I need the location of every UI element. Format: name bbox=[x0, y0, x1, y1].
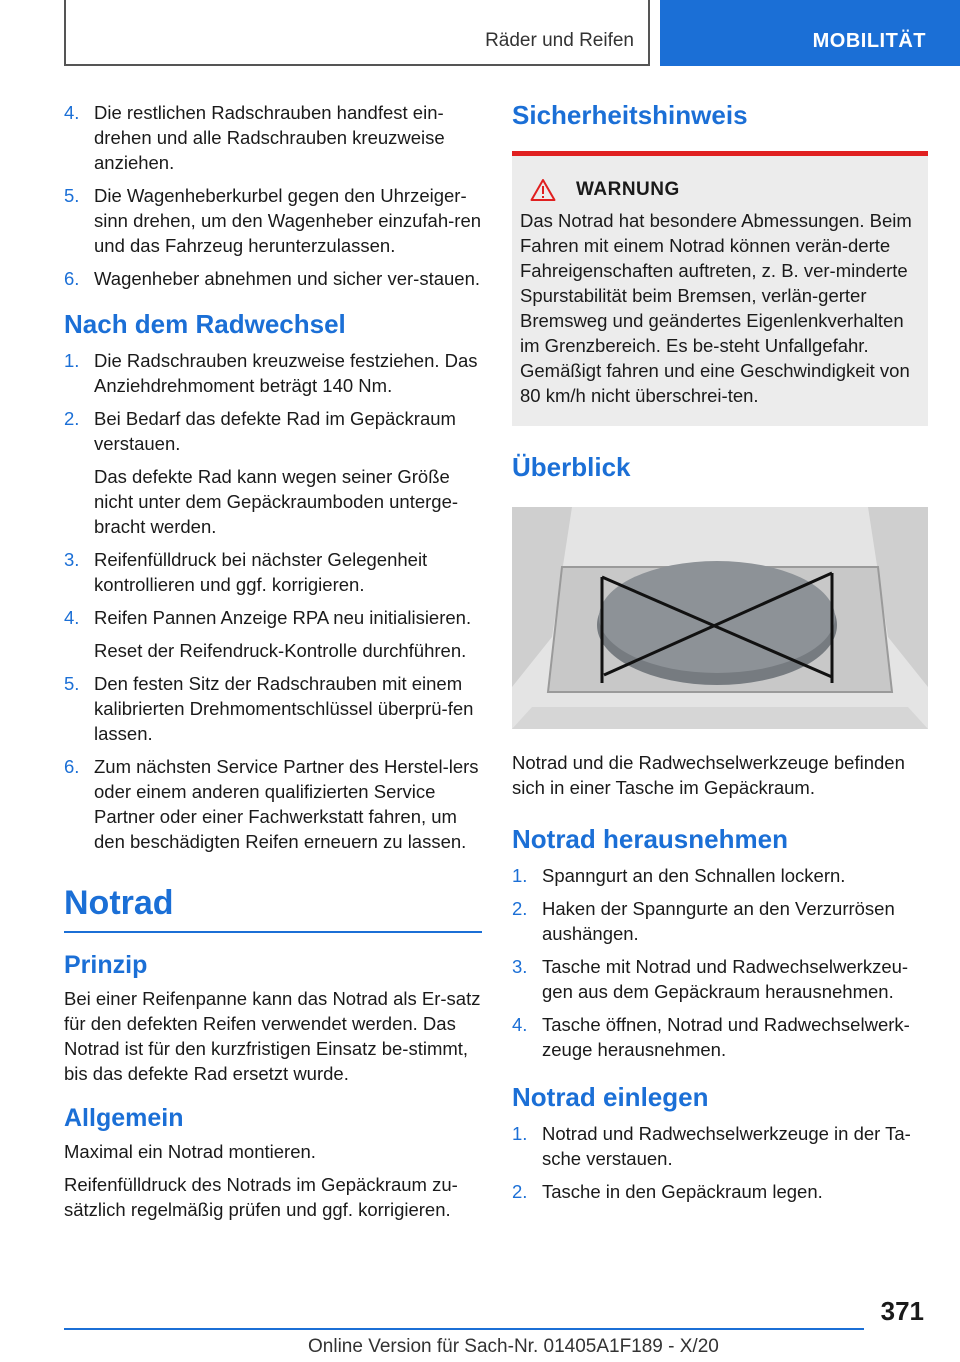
heading-sicherheitshinweis: Sicherheitshinweis bbox=[512, 100, 748, 130]
right-column bbox=[512, 100, 928, 1212]
list-item: 2. Bei Bedarf das defekte Rad im Gepäckraum verstauen. bbox=[64, 408, 456, 454]
list-item: 1. Die Radschrauben kreuzweise festziehen. Das Anziehdrehmoment beträgt 140 Nm. bbox=[64, 350, 478, 396]
nach-steps-list bbox=[64, 348, 482, 854]
left-column bbox=[64, 100, 482, 1230]
heading-ueberblick: Überblick bbox=[512, 452, 631, 482]
list-item: 1. Spanngurt an den Schnallen lockern. bbox=[512, 865, 846, 886]
list-item: 3. Reifenfülldruck bei nächster Gelegenheit kontrollieren und ggf. korrigieren. bbox=[64, 549, 428, 595]
step-note: Reset der Reifendruck-Kontrolle durchführen. bbox=[94, 640, 467, 661]
list-item: 4. Die restlichen Radschrauben handfest ein-drehen und alle Radschrauben kreuzweise anziehen. bbox=[64, 102, 445, 173]
einlegen-steps-list bbox=[512, 1121, 928, 1204]
warning-title: WARNUNG bbox=[576, 179, 680, 200]
warning-header bbox=[530, 178, 920, 202]
list-item: 4. Tasche öffnen, Notrad und Radwechselwerk-zeuge herausnehmen. bbox=[512, 1014, 910, 1060]
heading-nach-dem-radwechsel: Nach dem Radwechsel bbox=[64, 309, 346, 339]
figure-caption: Notrad und die Radwechselwerkzeuge befinden sich in einer Tasche im Gepäckraum. bbox=[512, 752, 905, 798]
prinzip-paragraph: Bei einer Reifenpanne kann das Notrad als Er-satz für den defekten Reifen verwendet werden. Das Notrad ist für den kurzfristigen Einsatz be-stimmt, bis das defekte Rad ersetzt wurde. bbox=[64, 988, 481, 1084]
list-item: 6. Wagenheber abnehmen und sicher ver-stauen. bbox=[64, 268, 480, 289]
page-number: 371 bbox=[880, 1296, 924, 1326]
header-chapter-tab bbox=[660, 0, 960, 66]
footer-version-text: Online Version für Sach-Nr. 01405A1F189 - X/20 bbox=[308, 1336, 719, 1357]
allgemein-paragraph-2: Reifenfülldruck des Notrads im Gepäckraum zu-sätzlich regelmäßig prüfen und ggf. korrigieren. bbox=[64, 1174, 458, 1220]
header-section-box bbox=[64, 0, 650, 66]
list-item: 4. Reifen Pannen Anzeige RPA neu initialisieren. bbox=[64, 607, 472, 628]
footer-divider bbox=[64, 1328, 864, 1330]
header-section-title: Räder und Reifen bbox=[485, 30, 634, 51]
heading-notrad: Notrad bbox=[64, 884, 482, 933]
list-item: 2. Tasche in den Gepäckraum legen. bbox=[512, 1181, 823, 1202]
heraus-steps-list bbox=[512, 863, 928, 1062]
list-item: 5. Den festen Sitz der Radschrauben mit einem kalibrierten Drehmomentschlüssel überprü-fen lassen. bbox=[64, 673, 474, 744]
allgemein-paragraph-1: Maximal ein Notrad montieren. bbox=[64, 1141, 316, 1162]
warning-box bbox=[512, 151, 928, 426]
list-item: 5. Die Wagenheberkurbel gegen den Uhrzeiger-sinn drehen, um den Wagenheber einzufah-ren und das Fahrzeug herunterzulassen. bbox=[64, 185, 482, 256]
list-item: 2. Haken der Spanngurte an den Verzurrösen aushängen. bbox=[512, 898, 895, 944]
heading-notrad-herausnehmen: Notrad herausnehmen bbox=[512, 824, 788, 854]
list-item: 3. Tasche mit Notrad und Radwechselwerkzeu-gen aus dem Gepäckraum herausnehmen. bbox=[512, 956, 909, 1002]
steps-top-list bbox=[64, 100, 482, 291]
heading-prinzip: Prinzip bbox=[64, 951, 148, 979]
warning-text: Das Notrad hat besondere Abmessungen. Beim Fahren mit einem Notrad können verän-derte Fahreigenschaften auftreten, z. B. ver-minderte Spurstabilität beim Bremsen, verlän-gerter Bremsweg und geändertes Eigenlenkverhalten im Grenzbereich. Es be-steht Unfallgefahr. Gemäßigt fahren und eine Geschwindigkeit von 80 km/h nicht überschrei-ten. bbox=[520, 210, 912, 406]
heading-notrad-einlegen: Notrad einlegen bbox=[512, 1082, 709, 1112]
spare-wheel-illustration bbox=[512, 507, 928, 729]
list-item: 6. Zum nächsten Service Partner des Herstel-lers oder einem anderen qualifizierten Service Partner oder einer Fachwerkstatt fahren, um den beschädigten Reifen erneuern zu lassen. bbox=[64, 756, 479, 852]
list-item: 1. Notrad und Radwechselwerkzeuge in der Ta-sche verstauen. bbox=[512, 1123, 911, 1169]
step-note: Das defekte Rad kann wegen seiner Größe nicht unter dem Gepäckraumboden unterge-bracht werden. bbox=[94, 466, 459, 537]
warning-triangle-icon bbox=[530, 178, 556, 202]
heading-allgemein: Allgemein bbox=[64, 1104, 184, 1132]
header-chapter-title: MOBILITÄT bbox=[812, 30, 926, 52]
